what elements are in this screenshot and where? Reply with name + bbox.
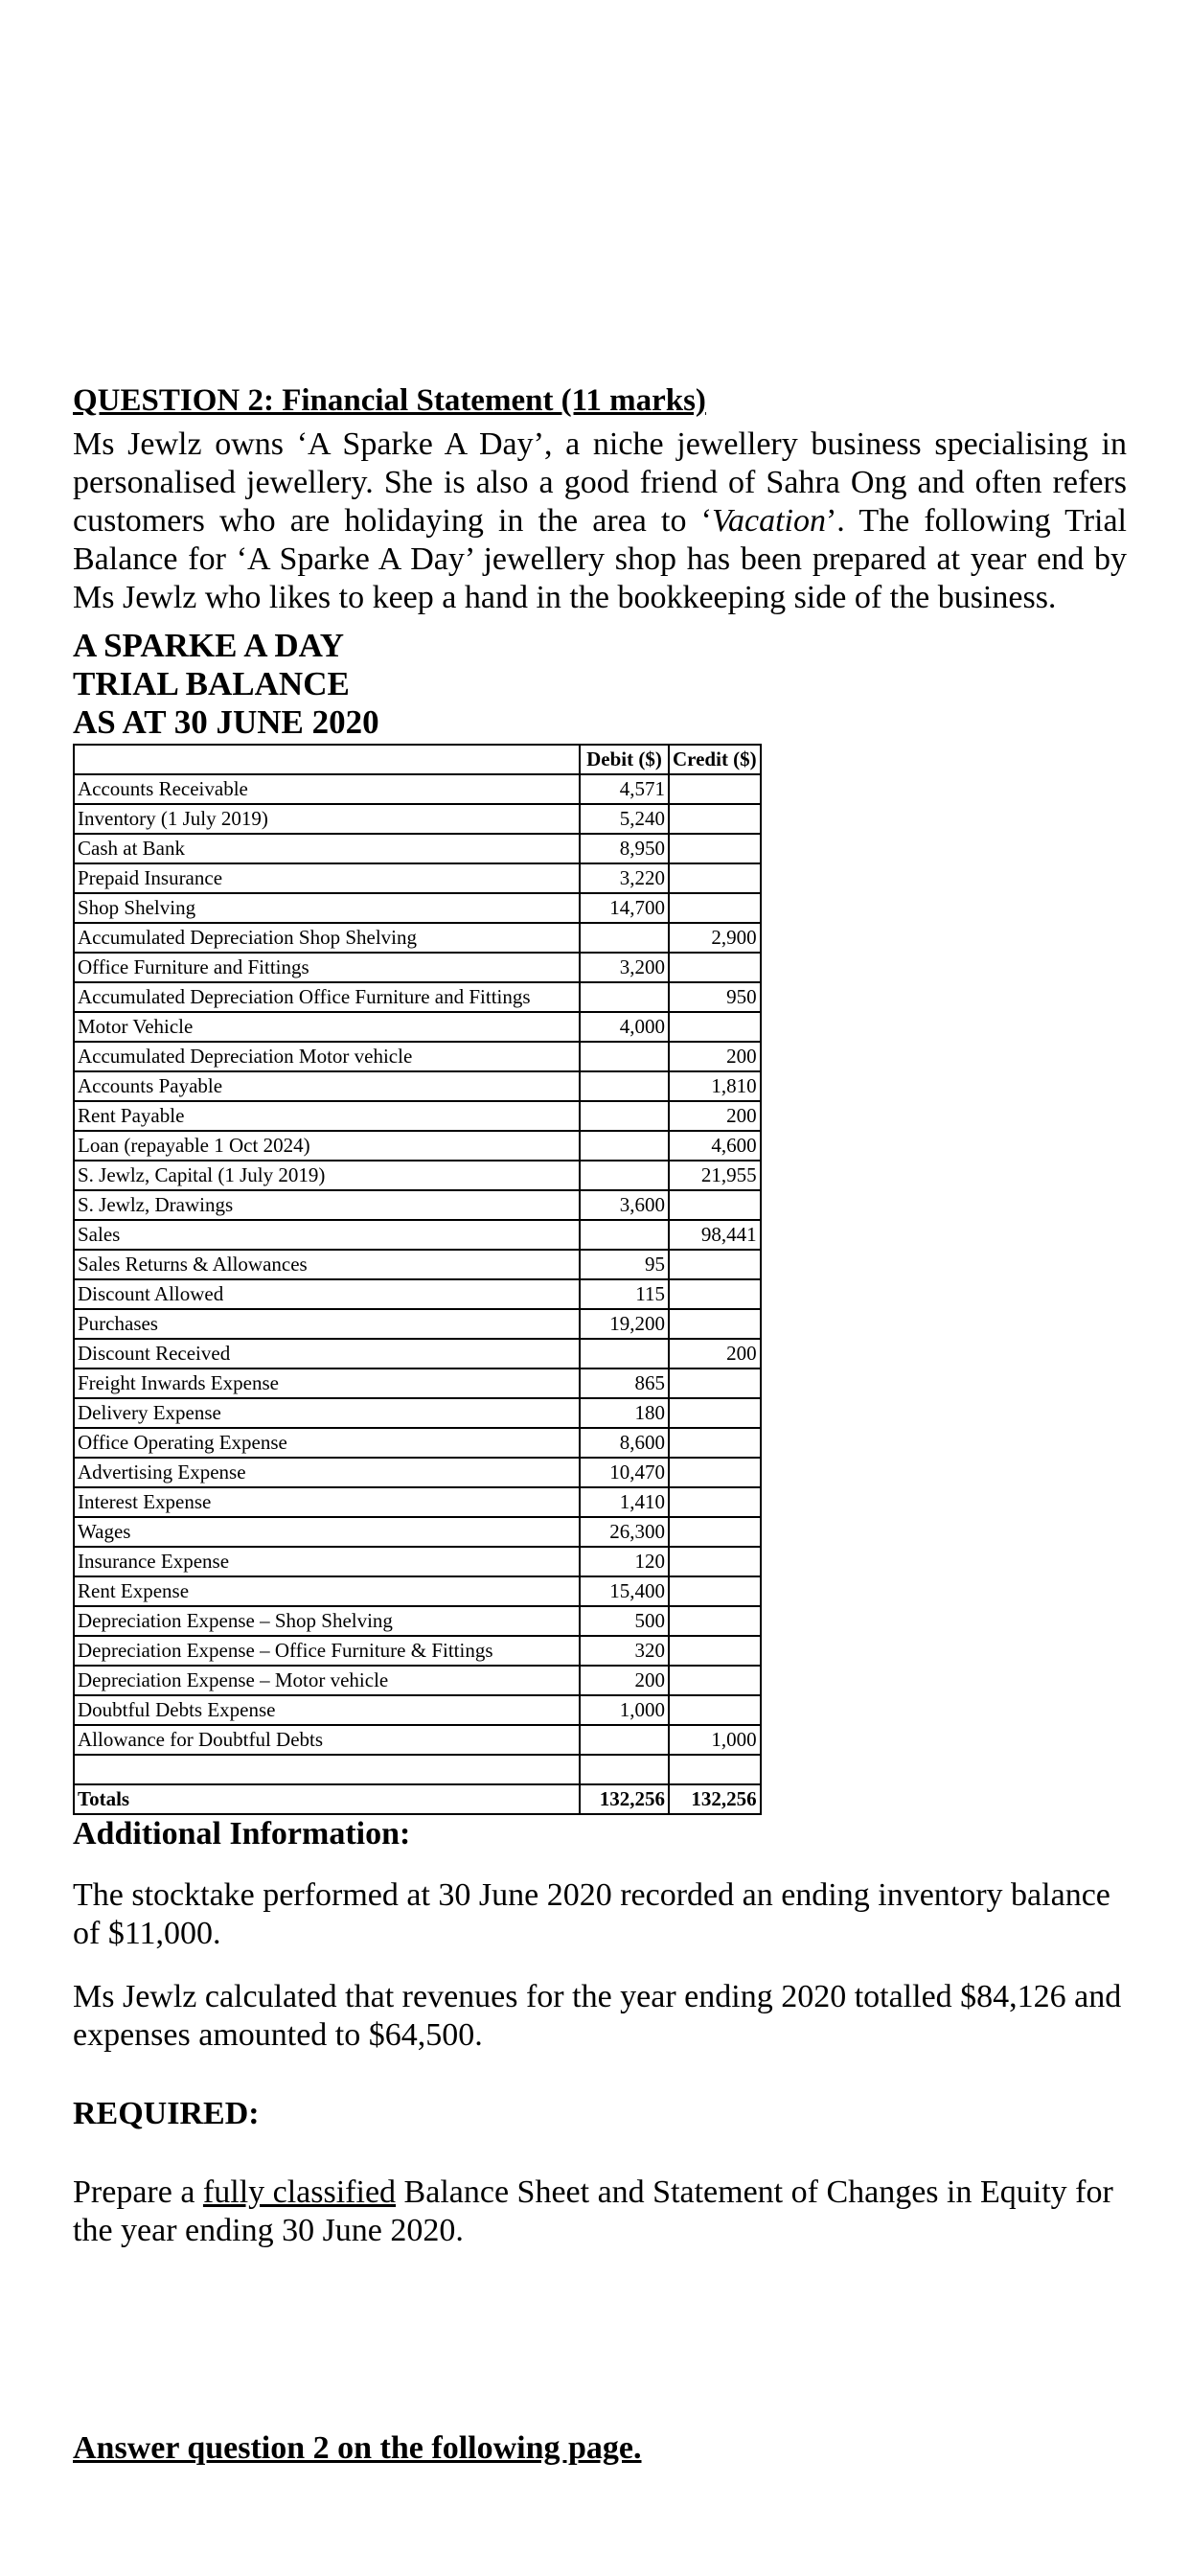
table-row — [74, 1368, 761, 1398]
table-row — [74, 1071, 761, 1101]
intro-text-1: Ms Jewlz owns ‘A Sparke A Day’, a niche jewellery business specialising in personalised jewellery. She is also a good friend of Sahra Ong and often refers customers who are holidaying in the area to ‘ — [73, 426, 1127, 539]
credit-cell: 200 — [669, 1101, 761, 1131]
credit-cell — [669, 1666, 761, 1695]
account-cell: Depreciation Expense – Motor vehicle — [74, 1666, 580, 1695]
table-row — [74, 1636, 761, 1666]
debit-cell — [580, 1131, 669, 1161]
trial-balance-table — [73, 744, 762, 1815]
account-cell: Doubtful Debts Expense — [74, 1695, 580, 1725]
table-row — [74, 1666, 761, 1695]
debit-cell — [580, 1161, 669, 1190]
credit-cell — [669, 1190, 761, 1220]
account-cell: Office Furniture and Fittings — [74, 953, 580, 982]
additional-info-para-1: The stocktake performed at 30 June 2020 recorded an ending inventory balance of $11,000. — [73, 1877, 1110, 1951]
account-cell: S. Jewlz, Capital (1 July 2019) — [74, 1161, 580, 1190]
debit-cell: 19,200 — [580, 1309, 669, 1339]
account-cell: Accumulated Depreciation Office Furniture and Fittings — [74, 982, 580, 1012]
account-cell: Rent Expense — [74, 1576, 580, 1606]
debit-cell: 26,300 — [580, 1517, 669, 1547]
table-row — [74, 1487, 761, 1517]
credit-cell — [669, 893, 761, 923]
account-cell: Delivery Expense — [74, 1398, 580, 1428]
table-row — [74, 1547, 761, 1576]
table-row — [74, 1161, 761, 1190]
account-cell: Sales Returns & Allowances — [74, 1250, 580, 1279]
required-underlined: fully classified — [202, 2174, 397, 2210]
header-account — [74, 745, 580, 774]
account-cell: Accounts Payable — [74, 1071, 580, 1101]
table-row — [74, 1131, 761, 1161]
intro-paragraph — [73, 426, 1127, 617]
credit-cell — [669, 1398, 761, 1428]
table-row — [74, 1279, 761, 1309]
debit-cell: 500 — [580, 1606, 669, 1636]
table-row — [74, 1606, 761, 1636]
debit-cell — [580, 1755, 669, 1784]
debit-cell: 320 — [580, 1636, 669, 1666]
header-debit: Debit ($) — [580, 745, 669, 774]
debit-cell: 3,600 — [580, 1190, 669, 1220]
credit-cell — [669, 1012, 761, 1042]
table-row — [74, 1250, 761, 1279]
debit-cell — [580, 923, 669, 953]
debit-cell: 3,200 — [580, 953, 669, 982]
debit-cell: 1,410 — [580, 1487, 669, 1517]
account-cell: Accounts Receivable — [74, 774, 580, 804]
table-row — [74, 804, 761, 834]
totals-debit: 132,256 — [580, 1784, 669, 1814]
credit-cell — [669, 1695, 761, 1725]
debit-cell — [580, 1220, 669, 1250]
account-cell — [74, 1755, 580, 1784]
credit-cell — [669, 834, 761, 863]
debit-cell: 3,220 — [580, 863, 669, 893]
account-cell: Discount Allowed — [74, 1279, 580, 1309]
credit-cell — [669, 863, 761, 893]
credit-cell — [669, 1517, 761, 1547]
debit-cell: 15,400 — [580, 1576, 669, 1606]
credit-cell — [669, 1368, 761, 1398]
credit-cell: 200 — [669, 1042, 761, 1071]
account-cell: Purchases — [74, 1309, 580, 1339]
table-row — [74, 1190, 761, 1220]
debit-cell: 115 — [580, 1279, 669, 1309]
table-row — [74, 834, 761, 863]
account-cell: Rent Payable — [74, 1101, 580, 1131]
credit-cell — [669, 1576, 761, 1606]
table-row — [74, 1458, 761, 1487]
table-row — [74, 1220, 761, 1250]
table-row — [74, 1012, 761, 1042]
debit-cell — [580, 1101, 669, 1131]
credit-cell — [669, 804, 761, 834]
credit-cell: 21,955 — [669, 1161, 761, 1190]
credit-cell — [669, 774, 761, 804]
credit-cell — [669, 1279, 761, 1309]
table-row — [74, 1309, 761, 1339]
additional-info-para-2: Ms Jewlz calculated that revenues for the year ending 2020 totalled $84,126 and expenses amounted to $64,500. — [73, 1979, 1122, 2053]
required-paragraph — [73, 2174, 1127, 2250]
table-row — [74, 774, 761, 804]
debit-cell: 95 — [580, 1250, 669, 1279]
debit-cell: 8,950 — [580, 834, 669, 863]
credit-cell — [669, 1636, 761, 1666]
credit-cell — [669, 1309, 761, 1339]
debit-cell: 10,470 — [580, 1458, 669, 1487]
account-cell: Depreciation Expense – Shop Shelving — [74, 1606, 580, 1636]
debit-cell: 8,600 — [580, 1428, 669, 1458]
account-cell: Sales — [74, 1220, 580, 1250]
table-row — [74, 1101, 761, 1131]
debit-cell: 865 — [580, 1368, 669, 1398]
statement-date: AS AT 30 JUNE 2020 — [73, 703, 379, 741]
account-cell: Cash at Bank — [74, 834, 580, 863]
credit-cell: 950 — [669, 982, 761, 1012]
table-body — [74, 774, 761, 1784]
credit-cell: 1,810 — [669, 1071, 761, 1101]
table-row — [74, 1398, 761, 1428]
credit-cell — [669, 1606, 761, 1636]
credit-cell — [669, 1458, 761, 1487]
credit-cell — [669, 1547, 761, 1576]
debit-cell: 4,571 — [580, 774, 669, 804]
debit-cell: 5,240 — [580, 804, 669, 834]
header-credit: Credit ($) — [669, 745, 761, 774]
table-row — [74, 893, 761, 923]
table-row — [74, 982, 761, 1012]
totals-row — [74, 1784, 761, 1814]
debit-cell — [580, 1042, 669, 1071]
credit-cell — [669, 1250, 761, 1279]
debit-cell: 120 — [580, 1547, 669, 1576]
trial-balance-heading — [73, 627, 1127, 742]
credit-cell: 1,000 — [669, 1725, 761, 1755]
statement-name: TRIAL BALANCE — [73, 665, 350, 702]
credit-cell — [669, 1487, 761, 1517]
credit-cell: 2,900 — [669, 923, 761, 953]
credit-cell: 4,600 — [669, 1131, 761, 1161]
debit-cell — [580, 1071, 669, 1101]
credit-cell — [669, 1755, 761, 1784]
account-cell: Insurance Expense — [74, 1547, 580, 1576]
account-cell: Loan (repayable 1 Oct 2024) — [74, 1131, 580, 1161]
table-row — [74, 1042, 761, 1071]
credit-cell — [669, 953, 761, 982]
account-cell: S. Jewlz, Drawings — [74, 1190, 580, 1220]
credit-cell — [669, 1428, 761, 1458]
table-row — [74, 1339, 761, 1368]
totals-credit: 132,256 — [669, 1784, 761, 1814]
account-cell: Accumulated Depreciation Shop Shelving — [74, 923, 580, 953]
table-row — [74, 1755, 761, 1784]
credit-cell: 200 — [669, 1339, 761, 1368]
question-section — [73, 381, 1127, 2250]
account-cell: Freight Inwards Expense — [74, 1368, 580, 1398]
table-row — [74, 1576, 761, 1606]
totals-label: Totals — [74, 1784, 580, 1814]
account-cell: Prepaid Insurance — [74, 863, 580, 893]
account-cell: Interest Expense — [74, 1487, 580, 1517]
table-row — [74, 1428, 761, 1458]
debit-cell: 14,700 — [580, 893, 669, 923]
account-cell: Depreciation Expense – Office Furniture & Fittings — [74, 1636, 580, 1666]
table-row — [74, 1517, 761, 1547]
account-cell: Office Operating Expense — [74, 1428, 580, 1458]
account-cell: Advertising Expense — [74, 1458, 580, 1487]
account-cell: Inventory (1 July 2019) — [74, 804, 580, 834]
required-text-1: Prepare a — [73, 2174, 203, 2210]
account-cell: Accumulated Depreciation Motor vehicle — [74, 1042, 580, 1071]
required-text-2: Balance Sheet and Statement of Changes in Equity for the year ending 30 June 2020. — [73, 2174, 1113, 2248]
account-cell: Motor Vehicle — [74, 1012, 580, 1042]
intro-italic: Vacation — [711, 503, 826, 539]
debit-cell: 200 — [580, 1666, 669, 1695]
intro-text-2: ’. The following Trial Balance for ‘A Sparke A Day’ jewellery shop has been prepared at year end by Ms Jewlz who likes to keep a hand in the bookkeeping side of the business. — [73, 503, 1127, 615]
additional-info-heading: Additional Information: — [73, 1816, 411, 1852]
required-heading: REQUIRED: — [73, 2096, 260, 2131]
debit-cell: 180 — [580, 1398, 669, 1428]
account-cell: Allowance for Doubtful Debts — [74, 1725, 580, 1755]
debit-cell — [580, 1725, 669, 1755]
table-row — [74, 1725, 761, 1755]
debit-cell: 4,000 — [580, 1012, 669, 1042]
table-header-row — [74, 745, 761, 774]
account-cell: Shop Shelving — [74, 893, 580, 923]
debit-cell — [580, 982, 669, 1012]
table-row — [74, 863, 761, 893]
account-cell: Wages — [74, 1517, 580, 1547]
table-row — [74, 923, 761, 953]
business-name: A SPARKE A DAY — [73, 627, 344, 664]
answer-note: Answer question 2 on the following page. — [73, 2430, 642, 2466]
table-row — [74, 953, 761, 982]
credit-cell: 98,441 — [669, 1220, 761, 1250]
debit-cell: 1,000 — [580, 1695, 669, 1725]
table-row — [74, 1695, 761, 1725]
question-title: QUESTION 2: Financial Statement (11 marks) — [73, 383, 706, 418]
debit-cell — [580, 1339, 669, 1368]
account-cell: Discount Received — [74, 1339, 580, 1368]
